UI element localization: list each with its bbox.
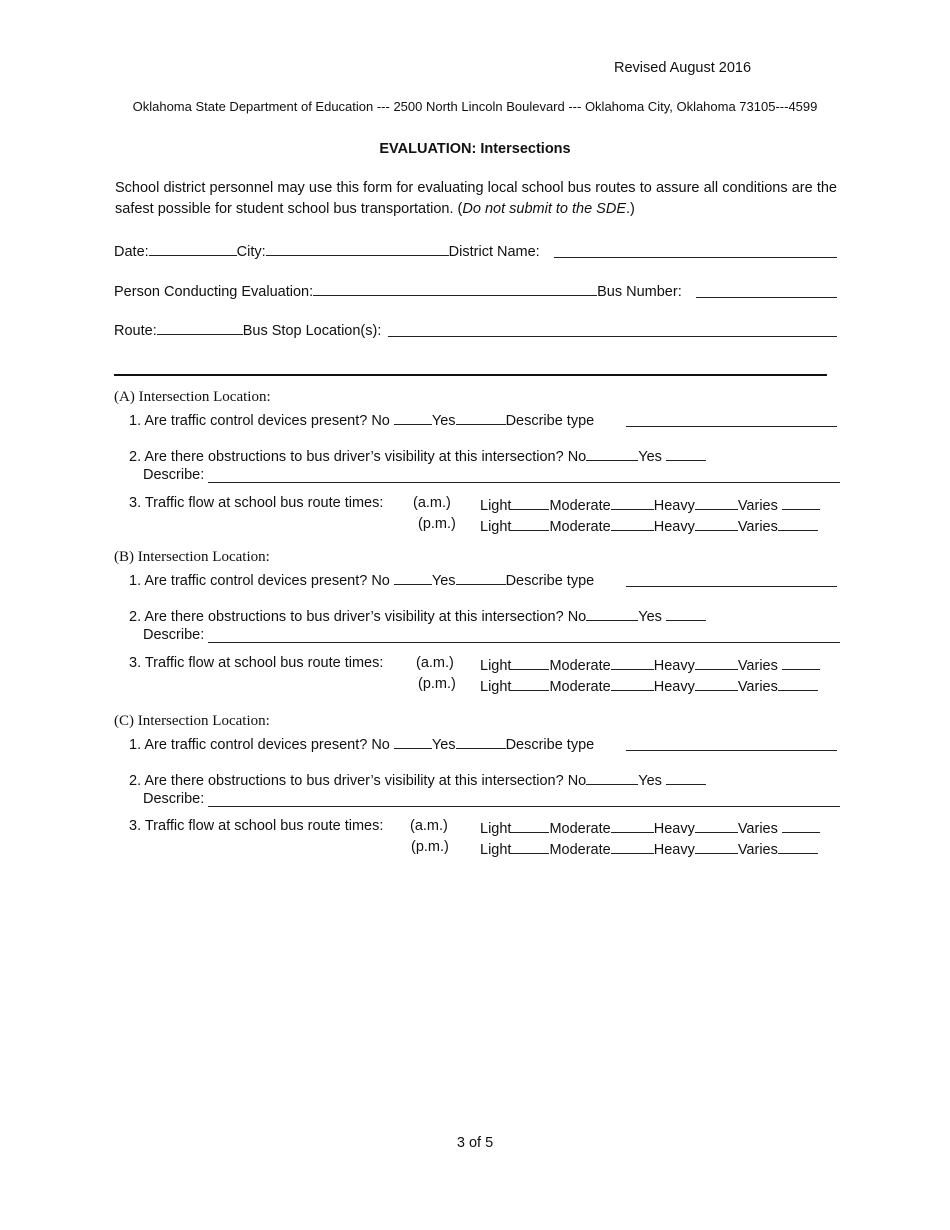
light-label: Light	[480, 821, 512, 837]
person-label: Person Conducting Evaluation:	[114, 284, 314, 300]
light-field[interactable]	[511, 655, 549, 670]
heavy-field[interactable]	[695, 495, 738, 510]
q1-yes-label: Yes	[431, 573, 456, 589]
moderate-field[interactable]	[611, 839, 654, 854]
person-row	[114, 281, 682, 300]
light-field[interactable]	[511, 516, 549, 531]
q2-text: 2. Are there obstructions to bus driver’s visibility at this intersection? No	[129, 609, 587, 625]
q2-describe-label: Describe:	[143, 627, 205, 643]
pm-label: (p.m.)	[411, 839, 449, 855]
light-label: Light	[480, 679, 512, 695]
q1-describe-label: Describe type	[505, 573, 595, 589]
pm-label: (p.m.)	[418, 516, 456, 532]
moderate-field[interactable]	[611, 676, 654, 691]
varies-label: Varies	[737, 519, 778, 535]
section-b-label: (B) Intersection Location:	[114, 549, 270, 565]
q2-yes-label: Yes	[638, 609, 662, 625]
q3-text: 3. Traffic flow at school bus route times:	[129, 818, 384, 834]
date-row	[114, 241, 540, 260]
moderate-label: Moderate	[549, 842, 611, 858]
light-field[interactable]	[511, 495, 549, 510]
q1-text: 1. Are traffic control devices present? No	[129, 737, 390, 753]
traffic-pm-row	[480, 676, 818, 695]
heavy-label: Heavy	[653, 821, 695, 837]
q1-yes-label: Yes	[431, 413, 456, 429]
q1-yes-field[interactable]	[456, 570, 506, 585]
light-label: Light	[480, 498, 512, 514]
q1-describe-field[interactable]	[626, 750, 837, 751]
moderate-label: Moderate	[549, 658, 611, 674]
route-field[interactable]	[157, 320, 243, 335]
heavy-field[interactable]	[695, 839, 738, 854]
q2-describe-field[interactable]	[208, 642, 840, 643]
q2-yes-field[interactable]	[666, 446, 706, 461]
bus-stop-field[interactable]	[388, 336, 837, 337]
q2-yes-label: Yes	[638, 449, 662, 465]
q2-text: 2. Are there obstructions to bus driver’s visibility at this intersection? No	[129, 449, 587, 465]
varies-label: Varies	[737, 658, 778, 674]
q2-no-field[interactable]	[586, 770, 638, 785]
section-c-q1	[129, 734, 594, 753]
heavy-field[interactable]	[695, 655, 738, 670]
district-field[interactable]	[554, 257, 837, 258]
moderate-field[interactable]	[611, 516, 654, 531]
q2-describe-field[interactable]	[208, 482, 840, 483]
heavy-label: Heavy	[653, 679, 695, 695]
moderate-label: Moderate	[549, 519, 611, 535]
bus-number-field[interactable]	[696, 297, 837, 298]
intro-paragraph	[115, 178, 837, 220]
light-label: Light	[480, 658, 512, 674]
q1-yes-label: Yes	[431, 737, 456, 753]
heavy-field[interactable]	[695, 676, 738, 691]
section-a-q2	[129, 446, 706, 465]
revised-date: Revised August 2016	[614, 60, 752, 76]
varies-field[interactable]	[782, 818, 820, 833]
pm-label: (p.m.)	[418, 676, 456, 692]
am-label: (a.m.)	[413, 495, 451, 511]
traffic-pm-row	[480, 516, 818, 535]
light-field[interactable]	[511, 676, 549, 691]
q2-describe-label: Describe:	[143, 467, 205, 483]
moderate-field[interactable]	[611, 818, 654, 833]
moderate-label: Moderate	[549, 498, 611, 514]
intro-text-a: School district personnel may use this form for evaluating local school bus routes to assure all conditions are the safest possible for student school bus transportation. (	[115, 180, 837, 217]
q1-text: 1. Are traffic control devices present? No	[129, 413, 390, 429]
route-row	[114, 320, 381, 339]
q3-text: 3. Traffic flow at school bus route times:	[129, 495, 384, 511]
page-number: 3 of 5	[456, 1135, 494, 1151]
traffic-am-row	[480, 655, 820, 674]
varies-field[interactable]	[782, 655, 820, 670]
q2-text: 2. Are there obstructions to bus driver’s visibility at this intersection? No	[129, 773, 587, 789]
light-label: Light	[480, 519, 512, 535]
q1-no-field[interactable]	[394, 410, 432, 425]
city-field[interactable]	[266, 241, 449, 256]
route-label: Route:	[114, 323, 157, 339]
q2-no-field[interactable]	[586, 606, 638, 621]
varies-field[interactable]	[778, 516, 818, 531]
q2-yes-label: Yes	[638, 773, 662, 789]
q3-text: 3. Traffic flow at school bus route times:	[129, 655, 384, 671]
bus-stop-label: Bus Stop Location(s):	[242, 323, 382, 339]
q1-describe-field[interactable]	[626, 426, 837, 427]
person-field[interactable]	[313, 281, 597, 296]
heavy-label: Heavy	[653, 842, 695, 858]
light-label: Light	[480, 842, 512, 858]
moderate-label: Moderate	[549, 821, 611, 837]
bus-number-label: Bus Number:	[597, 284, 682, 300]
section-c-label: (C) Intersection Location:	[114, 713, 270, 729]
heavy-label: Heavy	[653, 519, 695, 535]
section-b-q1	[129, 570, 594, 589]
heavy-label: Heavy	[653, 498, 695, 514]
varies-label: Varies	[737, 498, 778, 514]
org-address-line: Oklahoma State Department of Education --- 2500 North Lincoln Boulevard --- Oklahoma City, Oklahoma 73105---4599	[132, 99, 818, 114]
light-field[interactable]	[511, 839, 549, 854]
moderate-field[interactable]	[611, 655, 654, 670]
section-a-label: (A) Intersection Location:	[114, 389, 271, 405]
varies-label: Varies	[737, 679, 778, 695]
section-divider	[114, 374, 827, 376]
q1-describe-label: Describe type	[505, 413, 595, 429]
heavy-field[interactable]	[695, 516, 738, 531]
q2-describe-field[interactable]	[208, 806, 840, 807]
district-label: District Name:	[448, 244, 540, 260]
intro-italic: Do not submit to the SDE	[462, 201, 626, 217]
heavy-label: Heavy	[653, 658, 695, 674]
date-field[interactable]	[149, 241, 237, 256]
varies-field[interactable]	[778, 839, 818, 854]
q1-yes-field[interactable]	[456, 410, 506, 425]
heavy-field[interactable]	[695, 818, 738, 833]
q2-describe-label: Describe:	[143, 791, 205, 807]
varies-label: Varies	[737, 842, 778, 858]
page-title: EVALUATION: Intersections	[379, 141, 571, 157]
varies-field[interactable]	[778, 676, 818, 691]
q1-describe-label: Describe type	[505, 737, 595, 753]
moderate-field[interactable]	[611, 495, 654, 510]
moderate-label: Moderate	[549, 679, 611, 695]
traffic-am-row	[480, 495, 820, 514]
q1-describe-field[interactable]	[626, 586, 837, 587]
q1-no-field[interactable]	[394, 570, 432, 585]
q1-yes-field[interactable]	[456, 734, 506, 749]
am-label: (a.m.)	[416, 655, 454, 671]
intro-text-b: .)	[626, 201, 635, 217]
varies-label: Varies	[737, 821, 778, 837]
traffic-am-row	[480, 818, 820, 837]
q2-yes-field[interactable]	[666, 606, 706, 621]
light-field[interactable]	[511, 818, 549, 833]
section-c-q2	[129, 770, 706, 789]
q2-yes-field[interactable]	[666, 770, 706, 785]
date-label: Date:	[114, 244, 149, 260]
q1-text: 1. Are traffic control devices present? No	[129, 573, 390, 589]
varies-field[interactable]	[782, 495, 820, 510]
am-label: (a.m.)	[410, 818, 448, 834]
city-label: City:	[236, 244, 266, 260]
q2-no-field[interactable]	[586, 446, 638, 461]
section-b-q2	[129, 606, 706, 625]
traffic-pm-row	[480, 839, 818, 858]
q1-no-field[interactable]	[394, 734, 432, 749]
section-a-q1	[129, 410, 594, 429]
